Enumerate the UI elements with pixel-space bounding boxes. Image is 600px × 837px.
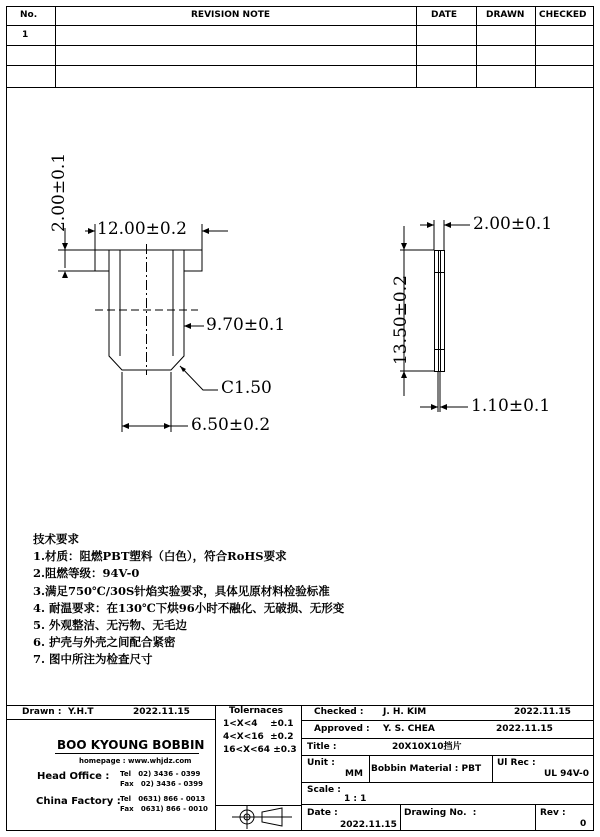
dim-bottom-width: 6.50±0.2	[191, 415, 271, 435]
china-factory-fax: Fax 0631) 866 - 0010	[120, 805, 208, 813]
dim-flange-width: 12.00±0.2	[97, 219, 187, 239]
company-homepage: homepage : www.whjdz.com	[79, 757, 192, 765]
unit-label: Unit :	[307, 758, 335, 768]
tech-notes-title: 技术要求	[33, 532, 79, 546]
dim-side-groove: 1.10±0.1	[471, 396, 551, 416]
head-office-label: Head Office :	[37, 771, 110, 782]
company-name: BOO KYOUNG BOBBIN	[57, 738, 205, 752]
rev-value: 0	[580, 819, 587, 829]
side-view-outline	[434, 250, 445, 372]
drawn-date: 2022.11.15	[133, 707, 190, 717]
china-factory-label: China Factory :	[36, 796, 121, 807]
rev-col-no: No.	[20, 10, 38, 20]
unit-value: MM	[345, 769, 363, 779]
dim-side-thickness: 2.00±0.1	[473, 214, 553, 234]
dim-side-height: 13.50±0.2	[391, 275, 411, 365]
checked-label: Checked :	[314, 707, 364, 717]
dim-body-width: 9.70±0.1	[206, 315, 286, 335]
date-label: Date :	[307, 808, 338, 818]
scale-value: 1 : 1	[344, 794, 367, 804]
first-angle-projection-icon	[232, 806, 292, 829]
tolerance-row: 4<X<16 ±0.2	[223, 732, 294, 742]
rev-label: Rev :	[540, 808, 566, 818]
drawn-label: Drawn :	[22, 707, 62, 717]
tech-note-item: 1.材质：阻燃PBT塑料（白色），符合RoHS要求	[33, 549, 287, 564]
sheet-border	[7, 7, 594, 831]
checked-date: 2022.11.15	[514, 707, 571, 717]
scale-label: Scale :	[307, 785, 341, 795]
ul-rec-value: UL 94V-0	[544, 769, 590, 779]
rev-col-note: REVISION NOTE	[191, 10, 271, 20]
company-underline	[55, 753, 199, 754]
drawing-no-label: Drawing No. :	[404, 808, 477, 818]
ul-rec-label: Ul Rec :	[497, 758, 536, 768]
rev-col-date: DATE	[431, 10, 458, 20]
material-label: Bobbin Material : PBT	[371, 764, 482, 774]
tolerance-row: 16<X<64 ±0.3	[223, 745, 297, 755]
tech-notes	[33, 531, 344, 669]
tolerances-label: Tolernaces	[229, 706, 284, 716]
approved-by: Y. S. CHEA	[383, 724, 435, 734]
checked-by: J. H. KIM	[383, 707, 427, 717]
rev-row-no: 1	[22, 30, 29, 40]
head-office-tel: Tel 02) 3436 - 0399	[120, 770, 201, 778]
tech-note-item: 6. 护壳与外壳之间配合紧密	[33, 635, 176, 650]
title-label: Title :	[307, 742, 337, 752]
china-factory-tel: Tel 0631) 866 - 0013	[120, 795, 206, 803]
head-office-fax: Fax 02) 3436 - 0399	[120, 780, 204, 788]
chamfer-leader	[180, 366, 218, 390]
date-value: 2022.11.15	[340, 820, 397, 830]
tech-note-item: 2.阻燃等级：94V-0	[33, 566, 140, 581]
tech-note-item: 3.满足750℃/30S针焰实验要求，具体见原材料检验标准	[33, 583, 330, 598]
tech-note-item: 7. 图中所注为检查尺寸	[33, 652, 153, 667]
dim-bottom-width-lines	[122, 372, 188, 432]
tolerance-row: 1<X<4 ±0.1	[223, 719, 294, 729]
rev-col-drawn: DRAWN	[486, 10, 525, 20]
approved-label: Approved :	[314, 724, 370, 734]
tech-note-item: 4. 耐温要求：在130℃下烘96小时不融化、无破损、无形变	[33, 600, 345, 615]
dim-flange-thickness-lines	[58, 228, 95, 271]
tech-note-item: 5. 外观整洁、无污物、无毛边	[33, 618, 188, 633]
approved-date: 2022.11.15	[496, 724, 553, 734]
dim-flange-thickness: 2.00±0.1	[49, 152, 69, 232]
title-value: 20X10X10挡片	[392, 742, 462, 752]
drawn-by: Y.H.T	[68, 707, 94, 717]
dim-chamfer: C1.50	[221, 378, 272, 398]
rev-col-checked: CHECKED	[539, 10, 587, 20]
